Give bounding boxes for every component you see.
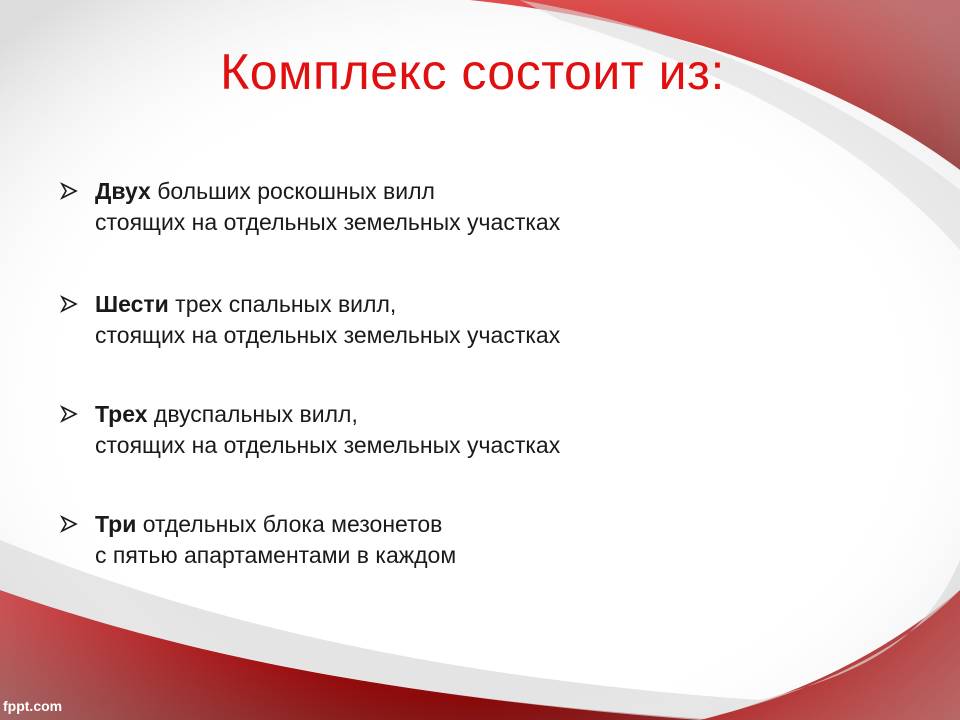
list-item	[60, 509, 780, 571]
item-count: Шести	[95, 291, 169, 317]
item-text: трех спальных вилл,	[168, 291, 397, 317]
item-count: Трех	[95, 401, 148, 427]
slide-title: Комплекс состоит из:	[220, 44, 725, 100]
arrowhead-bullet-icon	[60, 182, 78, 200]
arrowhead-bullet-icon	[60, 405, 78, 423]
item-continuation: с пятью апартаментами в каждом	[95, 542, 457, 568]
item-text: больших роскошных вилл	[150, 178, 435, 204]
item-text: двуспальных вилл,	[147, 401, 358, 427]
item-count: Три	[95, 511, 137, 537]
item-continuation: стоящих на отдельных земельных участках	[95, 209, 561, 235]
arrowhead-bullet-icon	[60, 295, 78, 313]
arrowhead-bullet-icon	[60, 515, 78, 533]
item-text: отдельных блока мезонетов	[136, 511, 443, 537]
footer-watermark: fppt.com	[3, 698, 63, 714]
list-item	[60, 399, 780, 461]
item-continuation: стоящих на отдельных земельных участках	[95, 432, 561, 458]
item-count: Двух	[95, 178, 151, 204]
list-item	[60, 176, 780, 238]
item-continuation: стоящих на отдельных земельных участках	[95, 322, 561, 348]
list-item	[60, 289, 780, 351]
